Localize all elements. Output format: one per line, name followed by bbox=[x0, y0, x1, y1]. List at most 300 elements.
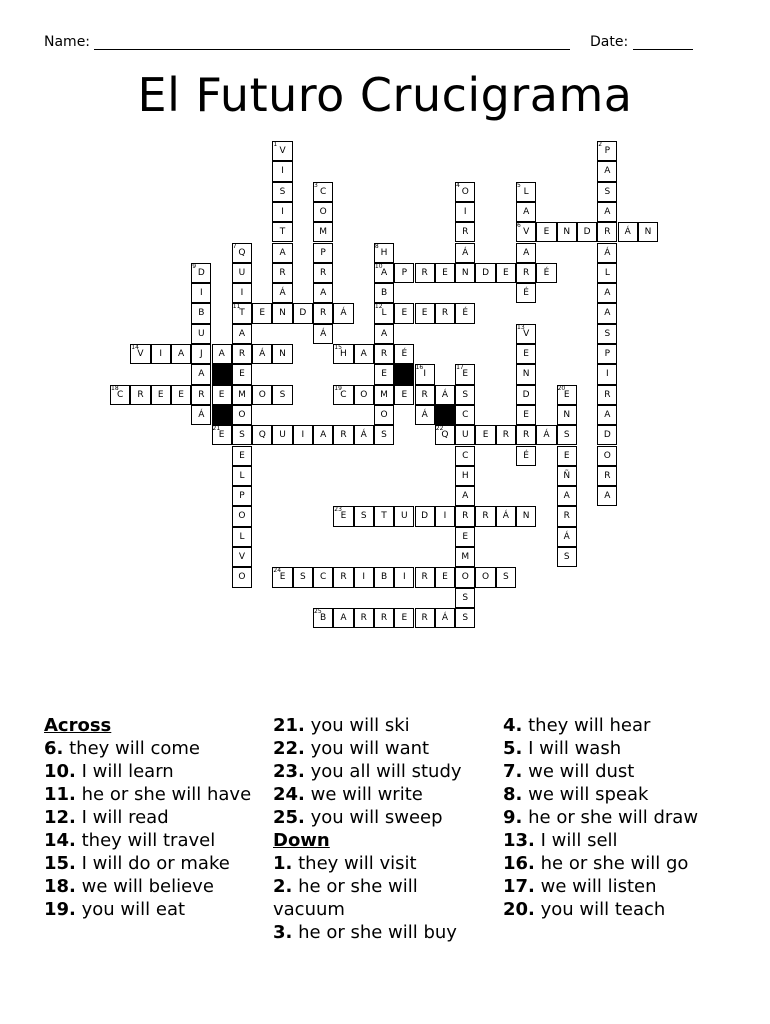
grid-cell[interactable] bbox=[597, 161, 617, 181]
grid-cell[interactable] bbox=[313, 222, 333, 242]
grid-cell[interactable] bbox=[557, 385, 577, 405]
grid-cell[interactable] bbox=[455, 466, 475, 486]
cell-letter: R bbox=[198, 389, 205, 400]
cell-letter: É bbox=[401, 349, 408, 359]
grid-cell[interactable] bbox=[232, 446, 252, 466]
grid-cell[interactable] bbox=[597, 344, 617, 364]
grid-cell[interactable] bbox=[232, 527, 252, 547]
grid-cell[interactable] bbox=[435, 567, 455, 587]
grid-cell[interactable] bbox=[374, 243, 394, 263]
clue-item-text: you will want bbox=[310, 738, 430, 759]
grid-cell[interactable] bbox=[333, 385, 353, 405]
clue-number: 9 bbox=[192, 262, 197, 270]
grid-cell[interactable] bbox=[455, 425, 475, 445]
cell-letter: A bbox=[604, 409, 611, 420]
grid-cell[interactable] bbox=[232, 344, 252, 364]
grid-cell[interactable] bbox=[516, 425, 536, 445]
grid-cell[interactable] bbox=[212, 385, 232, 405]
grid-cell[interactable] bbox=[374, 324, 394, 344]
grid-cell[interactable] bbox=[435, 263, 455, 283]
grid-cell[interactable] bbox=[394, 506, 414, 526]
grid-cell[interactable] bbox=[191, 344, 211, 364]
grid-cell[interactable] bbox=[272, 161, 292, 181]
grid-cell[interactable] bbox=[293, 567, 313, 587]
cell-letter: E bbox=[442, 267, 448, 278]
grid-cell[interactable] bbox=[455, 405, 475, 425]
grid-cell[interactable] bbox=[232, 405, 252, 425]
grid-cell[interactable] bbox=[333, 425, 353, 445]
cell-letter: V bbox=[279, 146, 286, 156]
grid-cell[interactable] bbox=[435, 608, 455, 628]
cell-letter: R bbox=[320, 267, 327, 278]
grid-cell[interactable] bbox=[597, 364, 617, 384]
grid-cell[interactable] bbox=[557, 222, 577, 242]
grid-cell[interactable] bbox=[455, 243, 475, 263]
grid-cell[interactable] bbox=[374, 344, 394, 364]
cell-letter: U bbox=[198, 328, 205, 339]
grid-cell[interactable] bbox=[415, 364, 435, 384]
grid-cell[interactable] bbox=[374, 263, 394, 283]
grid-cell[interactable] bbox=[394, 385, 414, 405]
grid-cell[interactable] bbox=[272, 344, 292, 364]
cell-letter: E bbox=[563, 450, 570, 461]
cell-letter: M bbox=[380, 389, 388, 400]
clue-number: 16 bbox=[415, 364, 424, 372]
clue-item bbox=[44, 829, 264, 852]
clue-item bbox=[44, 760, 264, 783]
grid-cell[interactable] bbox=[212, 425, 232, 445]
black-square bbox=[435, 405, 455, 425]
grid-cell[interactable] bbox=[435, 303, 455, 323]
grid-cell[interactable] bbox=[455, 608, 475, 628]
cell-letter: A bbox=[604, 166, 611, 177]
grid-cell[interactable] bbox=[597, 263, 617, 283]
grid-cell[interactable] bbox=[415, 506, 435, 526]
clue-item bbox=[44, 783, 264, 806]
grid-cell[interactable] bbox=[516, 405, 536, 425]
clue-item-text: they will visit bbox=[298, 853, 417, 874]
grid-cell[interactable] bbox=[191, 385, 211, 405]
grid-cell[interactable] bbox=[638, 222, 658, 242]
cell-letter: R bbox=[441, 308, 449, 319]
grid-cell[interactable] bbox=[496, 567, 516, 587]
cell-letter: R bbox=[604, 470, 611, 481]
grid-cell[interactable] bbox=[354, 344, 374, 364]
grid-cell[interactable] bbox=[151, 344, 171, 364]
cell-letter: L bbox=[239, 531, 245, 542]
grid-cell[interactable] bbox=[455, 222, 475, 242]
grid-cell[interactable] bbox=[557, 466, 577, 486]
grid-cell[interactable] bbox=[597, 202, 617, 222]
grid-cell[interactable] bbox=[455, 385, 475, 405]
grid-cell[interactable] bbox=[191, 303, 211, 323]
grid-cell[interactable] bbox=[597, 182, 617, 202]
grid-cell[interactable] bbox=[475, 567, 495, 587]
grid-cell[interactable] bbox=[313, 182, 333, 202]
clue-number: 25 bbox=[314, 607, 322, 615]
grid-cell[interactable] bbox=[354, 506, 374, 526]
clue-item-number: 2. bbox=[273, 876, 293, 897]
grid-cell[interactable] bbox=[597, 303, 617, 323]
grid-cell[interactable] bbox=[212, 344, 232, 364]
grid-cell[interactable] bbox=[374, 385, 394, 405]
cell-letter: I bbox=[200, 288, 203, 299]
grid-cell[interactable] bbox=[597, 425, 617, 445]
cell-letter: D bbox=[583, 227, 591, 238]
grid-cell[interactable] bbox=[455, 567, 475, 587]
grid-cell[interactable] bbox=[516, 182, 536, 202]
cell-letter: O bbox=[238, 409, 246, 420]
grid-cell[interactable] bbox=[516, 324, 536, 344]
grid-cell[interactable] bbox=[597, 141, 617, 161]
cell-letter: S bbox=[462, 592, 469, 603]
cell-letter: I bbox=[403, 572, 406, 583]
grid-cell[interactable] bbox=[516, 344, 536, 364]
grid-cell[interactable] bbox=[394, 608, 414, 628]
grid-cell[interactable] bbox=[496, 506, 516, 526]
cell-letter: N bbox=[563, 409, 571, 420]
cell-letter: Á bbox=[279, 288, 286, 299]
cell-letter: E bbox=[401, 389, 408, 400]
grid-cell[interactable] bbox=[516, 283, 536, 303]
clue-item-number: 24. bbox=[273, 784, 305, 805]
grid-cell[interactable] bbox=[394, 567, 414, 587]
grid-cell[interactable] bbox=[354, 567, 374, 587]
cell-letter: É bbox=[523, 288, 529, 299]
cell-letter: I bbox=[463, 206, 467, 217]
cell-letter: A bbox=[380, 267, 388, 278]
clue-item-text: we will speak bbox=[528, 784, 649, 805]
clue-number: 20 bbox=[557, 384, 566, 392]
grid-cell[interactable] bbox=[618, 222, 638, 242]
grid-cell[interactable] bbox=[516, 506, 536, 526]
cell-letter: A bbox=[360, 349, 367, 359]
grid-cell[interactable] bbox=[455, 506, 475, 526]
grid-cell[interactable] bbox=[415, 263, 435, 283]
page-title: El Futuro Crucigrama bbox=[137, 68, 633, 122]
cell-letter: E bbox=[178, 389, 184, 400]
clue-number: 14 bbox=[131, 344, 139, 351]
grid-cell[interactable] bbox=[272, 303, 292, 323]
cell-letter: R bbox=[421, 612, 428, 623]
grid-cell[interactable] bbox=[232, 506, 252, 526]
cell-letter: L bbox=[239, 470, 245, 481]
grid-cell[interactable] bbox=[252, 385, 272, 405]
cell-letter: A bbox=[604, 288, 611, 299]
grid-cell[interactable] bbox=[151, 385, 171, 405]
cell-letter: E bbox=[543, 227, 550, 238]
clue-item-number: 11. bbox=[44, 784, 76, 805]
grid-cell[interactable] bbox=[333, 567, 353, 587]
grid-cell[interactable] bbox=[415, 385, 435, 405]
grid-cell[interactable] bbox=[557, 446, 577, 466]
clue-item-number: 15. bbox=[44, 853, 76, 874]
grid-cell[interactable] bbox=[191, 324, 211, 344]
clue-item-number: 14. bbox=[44, 830, 76, 851]
clue-item-number: 20. bbox=[503, 899, 535, 920]
grid-cell[interactable] bbox=[557, 547, 577, 567]
grid-cell[interactable] bbox=[272, 222, 292, 242]
cell-letter: E bbox=[279, 572, 286, 583]
clue-item bbox=[44, 737, 264, 760]
grid-cell[interactable] bbox=[232, 547, 252, 567]
black-square bbox=[212, 364, 232, 384]
cell-letter: R bbox=[340, 430, 347, 441]
grid-cell[interactable] bbox=[171, 385, 191, 405]
grid-cell[interactable] bbox=[232, 263, 252, 283]
grid-cell[interactable] bbox=[557, 405, 577, 425]
cell-letter: Q bbox=[258, 430, 266, 441]
clue-item-text: he or she will buy bbox=[298, 922, 457, 943]
grid-cell[interactable] bbox=[374, 425, 394, 445]
name-blank-line[interactable] bbox=[94, 35, 570, 50]
cell-letter: A bbox=[320, 288, 327, 299]
clue-number: 24 bbox=[273, 567, 282, 575]
cell-letter: S bbox=[239, 430, 245, 441]
grid-cell[interactable] bbox=[252, 425, 272, 445]
clue-number: 23 bbox=[334, 506, 342, 514]
grid-cell[interactable] bbox=[313, 263, 333, 283]
clue-column-2 bbox=[273, 714, 493, 944]
grid-cell[interactable] bbox=[354, 425, 374, 445]
cell-letter: R bbox=[279, 267, 286, 278]
clue-item-number: 3. bbox=[273, 922, 293, 943]
clue-item bbox=[503, 760, 743, 783]
grid-cell[interactable] bbox=[293, 425, 313, 445]
cell-letter: D bbox=[482, 267, 489, 278]
clue-item bbox=[503, 783, 743, 806]
grid-cell[interactable] bbox=[252, 303, 272, 323]
grid-cell[interactable] bbox=[333, 506, 353, 526]
grid-cell[interactable] bbox=[232, 324, 252, 344]
grid-cell[interactable] bbox=[272, 182, 292, 202]
cell-letter: R bbox=[502, 430, 509, 441]
grid-cell[interactable] bbox=[577, 222, 597, 242]
grid-cell[interactable] bbox=[597, 283, 617, 303]
grid-cell[interactable] bbox=[313, 567, 333, 587]
cell-letter: U bbox=[401, 511, 408, 522]
cell-letter: E bbox=[482, 430, 489, 441]
cell-letter: I bbox=[281, 166, 284, 177]
cell-letter: R bbox=[421, 389, 428, 400]
grid-cell[interactable] bbox=[597, 446, 617, 466]
cell-letter: Q bbox=[441, 430, 449, 441]
clue-item-number: 25. bbox=[273, 807, 305, 828]
grid-cell[interactable] bbox=[557, 425, 577, 445]
grid-cell[interactable] bbox=[597, 405, 617, 425]
grid-cell[interactable] bbox=[455, 588, 475, 608]
clue-item-text: they will hear bbox=[528, 715, 651, 736]
grid-cell[interactable] bbox=[415, 405, 435, 425]
grid-cell[interactable] bbox=[232, 283, 252, 303]
grid-cell[interactable] bbox=[313, 202, 333, 222]
cell-letter: É bbox=[523, 450, 529, 461]
clue-item bbox=[503, 714, 743, 737]
grid-cell[interactable] bbox=[293, 303, 313, 323]
cell-letter: A bbox=[563, 491, 570, 502]
grid-cell[interactable] bbox=[415, 608, 435, 628]
clue-item-number: 7. bbox=[503, 761, 523, 782]
cell-letter: R bbox=[462, 227, 469, 238]
cell-letter: S bbox=[299, 572, 306, 583]
grid-cell[interactable] bbox=[313, 608, 333, 628]
grid-cell[interactable] bbox=[232, 243, 252, 263]
cell-letter: C bbox=[117, 389, 124, 400]
grid-cell[interactable] bbox=[232, 567, 252, 587]
cell-letter: A bbox=[523, 247, 530, 258]
grid-cell[interactable] bbox=[475, 506, 495, 526]
grid-cell[interactable] bbox=[272, 263, 292, 283]
clue-item bbox=[273, 714, 493, 737]
grid-cell[interactable] bbox=[394, 303, 414, 323]
grid-cell[interactable] bbox=[191, 283, 211, 303]
grid-cell[interactable] bbox=[536, 222, 556, 242]
cell-letter: E bbox=[523, 349, 529, 359]
grid-cell[interactable] bbox=[475, 425, 495, 445]
cell-letter: Á bbox=[624, 227, 631, 238]
grid-cell[interactable] bbox=[272, 141, 292, 161]
name-field bbox=[44, 34, 570, 50]
date-blank-line[interactable] bbox=[633, 35, 693, 50]
grid-cell[interactable] bbox=[597, 385, 617, 405]
grid-cell[interactable] bbox=[191, 263, 211, 283]
grid-cell[interactable] bbox=[272, 202, 292, 222]
grid-cell[interactable] bbox=[313, 425, 333, 445]
clue-number: 1 bbox=[273, 141, 278, 148]
grid-cell[interactable] bbox=[272, 283, 292, 303]
cell-letter: T bbox=[381, 511, 387, 522]
grid-cell[interactable] bbox=[455, 263, 475, 283]
grid-cell[interactable] bbox=[516, 263, 536, 283]
cell-letter: A bbox=[462, 491, 469, 502]
grid-cell[interactable] bbox=[232, 425, 252, 445]
grid-cell[interactable] bbox=[597, 486, 617, 506]
grid-cell[interactable] bbox=[374, 283, 394, 303]
cell-letter: R bbox=[421, 572, 428, 583]
cell-letter: S bbox=[502, 572, 509, 583]
grid-cell[interactable] bbox=[374, 405, 394, 425]
grid-cell[interactable] bbox=[252, 344, 272, 364]
clue-heading: Across bbox=[44, 715, 112, 736]
cell-letter: E bbox=[381, 369, 387, 380]
grid-cell[interactable] bbox=[455, 486, 475, 506]
cell-letter: O bbox=[380, 409, 388, 420]
grid-cell[interactable] bbox=[171, 344, 191, 364]
grid-cell[interactable] bbox=[435, 506, 455, 526]
grid-cell[interactable] bbox=[272, 243, 292, 263]
grid-cell[interactable] bbox=[455, 303, 475, 323]
grid-cell[interactable] bbox=[536, 263, 556, 283]
grid-cell[interactable] bbox=[354, 385, 374, 405]
grid-cell[interactable] bbox=[272, 385, 292, 405]
cell-letter: E bbox=[563, 389, 570, 400]
cell-letter: B bbox=[320, 612, 327, 623]
grid-cell[interactable] bbox=[232, 364, 252, 384]
grid-cell[interactable] bbox=[232, 486, 252, 506]
clue-number: 21 bbox=[212, 425, 221, 433]
grid-cell[interactable] bbox=[597, 324, 617, 344]
grid-cell[interactable] bbox=[455, 364, 475, 384]
grid-cell[interactable] bbox=[475, 263, 495, 283]
cell-letter: O bbox=[461, 572, 469, 583]
cell-letter: M bbox=[319, 227, 328, 238]
grid-cell[interactable] bbox=[597, 243, 617, 263]
grid-cell[interactable] bbox=[191, 364, 211, 384]
grid-cell[interactable] bbox=[232, 303, 252, 323]
grid-cell[interactable] bbox=[394, 344, 414, 364]
grid-cell[interactable] bbox=[374, 364, 394, 384]
grid-cell[interactable] bbox=[516, 243, 536, 263]
grid-cell[interactable] bbox=[110, 385, 130, 405]
grid-cell[interactable] bbox=[597, 466, 617, 486]
cell-letter: Á bbox=[502, 511, 509, 522]
cell-letter: A bbox=[320, 430, 327, 441]
clue-item bbox=[273, 760, 493, 783]
grid-cell[interactable] bbox=[130, 344, 150, 364]
grid-cell[interactable] bbox=[516, 385, 536, 405]
grid-cell[interactable] bbox=[496, 425, 516, 445]
cell-letter: V bbox=[523, 227, 530, 238]
grid-cell[interactable] bbox=[516, 446, 536, 466]
grid-cell[interactable] bbox=[455, 527, 475, 547]
grid-cell[interactable] bbox=[455, 202, 475, 222]
grid-cell[interactable] bbox=[333, 303, 353, 323]
grid-cell[interactable] bbox=[455, 182, 475, 202]
grid-cell[interactable] bbox=[191, 405, 211, 425]
cell-letter: A bbox=[523, 206, 530, 217]
grid-cell[interactable] bbox=[557, 486, 577, 506]
grid-cell[interactable] bbox=[415, 567, 435, 587]
grid-cell[interactable] bbox=[597, 222, 617, 242]
grid-cell[interactable] bbox=[516, 202, 536, 222]
grid-cell[interactable] bbox=[272, 425, 292, 445]
grid-cell[interactable] bbox=[435, 385, 455, 405]
grid-cell[interactable] bbox=[516, 222, 536, 242]
grid-cell[interactable] bbox=[536, 425, 556, 445]
grid-cell[interactable] bbox=[272, 567, 292, 587]
grid-cell[interactable] bbox=[415, 303, 435, 323]
cell-letter: L bbox=[381, 308, 387, 319]
grid-cell[interactable] bbox=[374, 506, 394, 526]
grid-cell[interactable] bbox=[435, 425, 455, 445]
grid-cell[interactable] bbox=[333, 344, 353, 364]
cell-letter: C bbox=[462, 409, 469, 420]
grid-cell[interactable] bbox=[374, 303, 394, 323]
grid-cell[interactable] bbox=[313, 283, 333, 303]
grid-cell[interactable] bbox=[394, 263, 414, 283]
grid-cell[interactable] bbox=[232, 385, 252, 405]
grid-cell[interactable] bbox=[496, 263, 516, 283]
crossword-grid bbox=[110, 141, 670, 626]
grid-cell[interactable] bbox=[455, 446, 475, 466]
grid-cell[interactable] bbox=[130, 385, 150, 405]
grid-cell[interactable] bbox=[557, 527, 577, 547]
grid-cell[interactable] bbox=[333, 608, 353, 628]
name-label: Name: bbox=[44, 34, 91, 50]
grid-cell[interactable] bbox=[354, 608, 374, 628]
grid-cell[interactable] bbox=[313, 243, 333, 263]
cell-letter: U bbox=[279, 430, 286, 441]
cell-letter: I bbox=[443, 511, 447, 522]
grid-cell[interactable] bbox=[313, 324, 333, 344]
grid-cell[interactable] bbox=[232, 466, 252, 486]
grid-cell[interactable] bbox=[374, 567, 394, 587]
grid-cell[interactable] bbox=[313, 303, 333, 323]
grid-cell[interactable] bbox=[455, 547, 475, 567]
grid-cell[interactable] bbox=[516, 364, 536, 384]
grid-cell[interactable] bbox=[374, 608, 394, 628]
grid-cell[interactable] bbox=[557, 506, 577, 526]
